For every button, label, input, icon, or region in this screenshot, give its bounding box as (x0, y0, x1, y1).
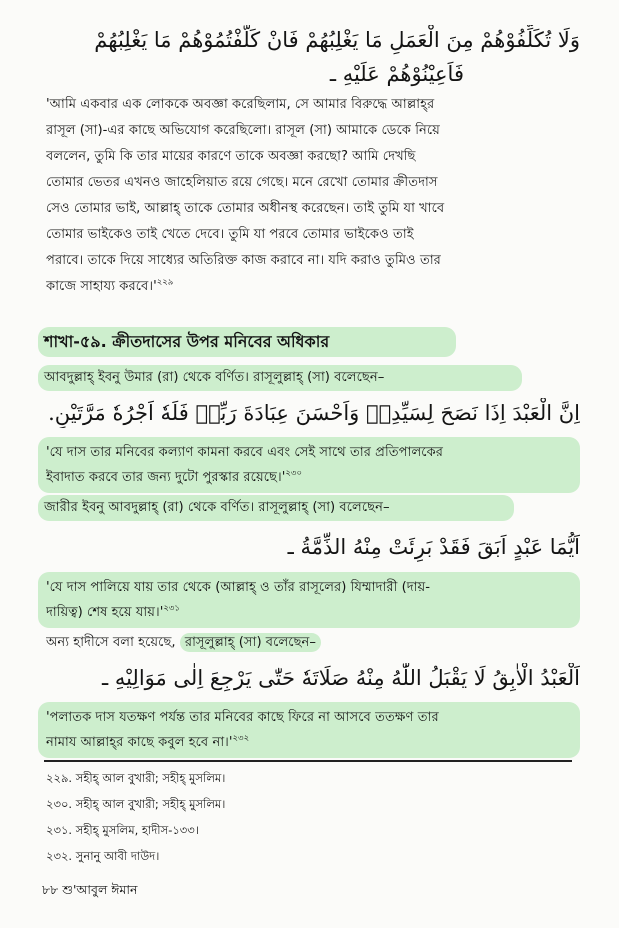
arabic-verse-line-1: وَلَا تُكَلِّفُوْهُمْ مِنَ الْعَمَلِ مَا يَغْلِبُهُمْ فَانْ كَلَّفْتُمُوْهُمْ مَا يَغْلِبُهُمْ (94, 28, 580, 52)
hadith-2-translation-line-last: দায়িত্ব) শেষ হয়ে $যায়।'^{২৩১}$ (46, 603, 180, 620)
intro-line: সেও তোমার ভাই, আল্লাহ্‌ তাকে তোমার অধীনস্থ করেছেন। তাই তুমি যা খাবে (46, 201, 445, 216)
hadith-1-translation-line: 'যে দাস তার মনিবের কল্যাণ কামনা করবে এবং সেই সাথে তার প্রতিপালকের (46, 445, 444, 460)
footnote: ২৩১. সহীহ্‌ মুসলিম, হাদীস-১৩৩। (46, 823, 199, 837)
footnote-ref: ২৩১ (163, 603, 180, 614)
intro-line: রাসূল (সা)-এর কাছে অভিযোগ করেছিলো। রাসূল (সা) আমাকে ডেকে নিয়ে (46, 123, 440, 138)
page-number: ৮৮ (42, 882, 59, 897)
hadith-1-narrator: আবদুল্লাহ্‌ ইবনু উমার (রা) থেকে বর্ণিত। রাসূলুল্লাহ্‌ (সা) বলেছেন– (38, 365, 522, 391)
footnote: ২২৯. সহীহ্‌ আল বুখারী; সহীহ্‌ মুসলিম। (46, 771, 226, 785)
footnote: ২৩২. সুনানু আবী দাউদ। (46, 849, 160, 863)
hadith-3-intro-line (46, 630, 576, 656)
intro-line: তোমার ভাইকেও তাই খেতে দেবে। তুমি যা পরবে তোমার ভাইকেও তাই (46, 227, 414, 242)
hadith-3-arabic: اَلْعَبْدُ الْاٰبِقُ لَا يَقْبَلُ اللّٰهُ مِنْهُ صَلَاتَهٗ حَتّٰى يَرْجِعَ اِلٰى مَوَالِيْهِ ـ (102, 666, 580, 690)
footnote-ref: ২২৯ (156, 277, 174, 288)
hadith-2-narrator: জারীর ইবনু আবদুল্লাহ্‌ (রা) থেকে বর্ণিত। রাসূলুল্লাহ্‌ (সা) বলেছেন– (38, 495, 514, 521)
hadith-2-translation-line: 'যে দাস পালিয়ে যায় তার থেকে (আল্লাহ্‌ ও তাঁর রাসূলের) যিম্মাদারী (দায়- (46, 580, 431, 595)
intro-line-last: কাজে সাহায্য $করবে।'^{২২৯}$ (46, 277, 174, 294)
footnote-ref: ২৩২ (232, 733, 250, 744)
arabic-verse-line-2: فَاَعِيْنُوْهُمْ عَلَيْهِ ـ (329, 62, 464, 86)
footnote: ২৩০. সহীহ্‌ আল বুখারী; সহীহ্‌ মুসলিম। (46, 797, 226, 811)
hadith-3-narrator: রাসূলুল্লাহ্‌ (সা) বলেছেন– (180, 633, 321, 652)
hadith-1-arabic: اِنَّ الْعَبْدَ اِذَا نَصَحَ لِسَيِّدِهٖ وَاَحْسَنَ عِبَادَةَ رَبِّهٖ فَلَهٗ اَجْرُهٗ مَرَّتَيْنِ. (48, 401, 580, 425)
intro-line: বললেন, তুমি কি তার মায়ের কারণে তাকে অবজ্ঞা করছো? আমি দেখছি (46, 149, 416, 164)
hadith-3-intro: অন্য হাদীসে বলা হয়েছে, (46, 635, 176, 650)
section-heading: শাখা-৫৯. ক্রীতদাসের উপর মনিবের অধিকার (38, 327, 456, 357)
intro-line: 'আমি একবার এক লোককে অবজ্ঞা করেছিলাম, সে আমার বিরুদ্ধে আল্লাহ্‌র (46, 97, 435, 112)
intro-line: তোমার ভেতর এখনও জাহেলিয়াত রয়ে গেছে। মনে রেখো তোমার ক্রীতদাস (46, 175, 438, 190)
footnote-ref: ২৩০ (285, 468, 302, 479)
footnote-divider (44, 760, 572, 762)
hadith-2-arabic: اَيُّمَا عَبْدٍ اَبَقَ فَقَدْ بَرِئَتْ مِنْهُ الذِّمَّةُ ـ (287, 535, 580, 559)
hadith-3-translation-line: 'পলাতক দাস যতক্ষণ পর্যন্ত তার মনিবের কাছে ফিরে না আসবে ততক্ষণ তার (46, 710, 439, 725)
hadith-3-translation-line-last: নামায আল্লাহ্‌র কাছে কবুল হবে $না।'^{২৩২}$ (46, 733, 250, 750)
page-footer (42, 880, 137, 900)
intro-line: পরাবে। তাকে দিয়ে সাধ্যের অতিরিক্ত কাজ করাবে না। যদি করাও তুমিও তার (46, 253, 441, 268)
book-title: শু'আবুল ঈমান (62, 882, 138, 897)
hadith-1-translation-line-last: ইবাদাত করবে তার জন্য দুটো পুরস্কার $রয়েছে।'^{২৩০}$ (46, 468, 302, 485)
